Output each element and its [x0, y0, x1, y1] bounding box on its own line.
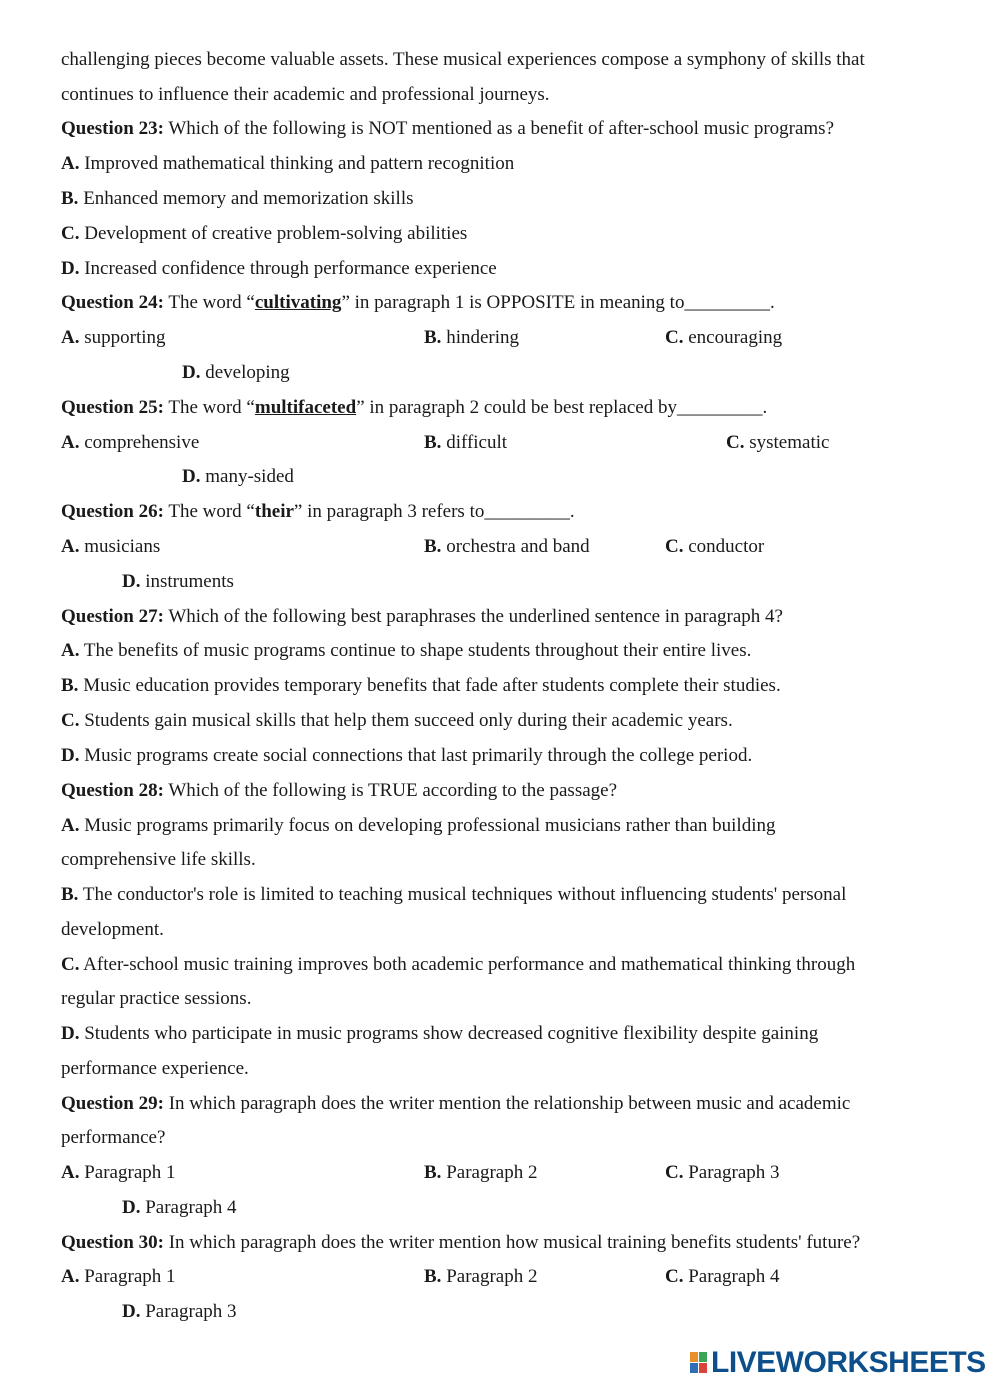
q26-option-b[interactable]: B. orchestra and band — [424, 536, 590, 557]
question-23 — [61, 117, 834, 141]
passage-line: continues to influence their academic and professional journeys. — [61, 84, 550, 105]
question-text: Which of the following is NOT mentioned as a benefit of after-school music programs? — [163, 118, 835, 139]
q23-option-a[interactable]: A. Improved mathematical thinking and pattern recognition — [61, 153, 515, 174]
q24-option-b[interactable]: B. hindering — [424, 327, 520, 348]
q27-option-a[interactable]: A. The benefits of music programs continue to shape students throughout their entire lives. — [61, 640, 752, 661]
question-number: Question 28: — [61, 780, 164, 801]
question-27 — [61, 605, 783, 629]
q25-option-c[interactable]: C. systematic — [726, 432, 830, 453]
question-26: Question 26: The word “their” in paragraph 3 refers to_________. — [61, 501, 575, 522]
liveworksheets-logo — [690, 1346, 986, 1380]
question-number: Question 30: — [61, 1232, 164, 1253]
q26-option-c[interactable]: C. conductor — [665, 536, 765, 557]
q27-option-c[interactable]: C. Students gain musical skills that help them succeed only during their academic years. — [61, 710, 733, 731]
question-text: Which of the following is TRUE according to the passage? — [163, 780, 618, 801]
question-number: Question 25: — [61, 397, 164, 418]
question-25: Question 25: The word “multifaceted” in paragraph 2 could be best replaced by_________. — [61, 397, 768, 418]
q24-option-c[interactable]: C. encouraging — [665, 327, 783, 348]
q26-option-d[interactable]: D. instruments — [122, 571, 234, 592]
q30-option-d[interactable]: D. Paragraph 3 — [122, 1301, 237, 1322]
logo-wordmark: LIVEWORKSHEETS — [711, 1346, 986, 1379]
question-29-cont: performance? — [61, 1127, 166, 1148]
question-24: Question 24: The word “cultivating” in paragraph 1 is OPPOSITE in meaning to_________. — [61, 292, 775, 313]
question-29 — [61, 1092, 850, 1116]
question-number: Question 27: — [61, 606, 164, 627]
highlighted-word: cultivating — [254, 292, 342, 313]
q28-option-d[interactable]: D. Students who participate in music programs show decreased cognitive flexibility despite gaining — [61, 1023, 819, 1044]
q25-option-a[interactable]: A. comprehensive — [61, 432, 200, 453]
q29-option-c[interactable]: C. Paragraph 3 — [665, 1162, 780, 1183]
q30-option-a[interactable]: A. Paragraph 1 — [61, 1266, 176, 1287]
question-28 — [61, 779, 617, 803]
question-number: Question 29: — [61, 1093, 164, 1114]
question-number: Question 23: — [61, 118, 164, 139]
q29-option-b[interactable]: B. Paragraph 2 — [424, 1162, 538, 1183]
q27-option-d[interactable]: D. Music programs create social connections that last primarily through the college period. — [61, 745, 753, 766]
q30-option-c[interactable]: C. Paragraph 4 — [665, 1266, 780, 1287]
highlighted-word: their — [254, 501, 294, 522]
q26-option-a[interactable]: A. musicians — [61, 536, 161, 557]
q24-option-d[interactable]: D. developing — [182, 362, 290, 383]
question-number: Question 26: — [61, 501, 164, 522]
question-30 — [61, 1231, 860, 1255]
q29-option-a[interactable]: A. Paragraph 1 — [61, 1162, 176, 1183]
q28-option-a-cont[interactable]: comprehensive life skills. — [61, 849, 256, 870]
liveworksheets-grid-icon — [690, 1352, 708, 1374]
q30-option-b[interactable]: B. Paragraph 2 — [424, 1266, 538, 1287]
q28-option-d-cont[interactable]: performance experience. — [61, 1058, 249, 1079]
highlighted-word: multifaceted — [254, 397, 357, 418]
question-number: Question 24: — [61, 292, 164, 313]
question-text: Which of the following best paraphrases the underlined sentence in paragraph 4? — [163, 606, 783, 627]
q25-option-b[interactable]: B. difficult — [424, 432, 508, 453]
q24-option-a[interactable]: A. supporting — [61, 327, 166, 348]
q25-option-d[interactable]: D. many-sided — [182, 466, 294, 487]
q27-option-b[interactable]: B. Music education provides temporary benefits that fade after students complete their studies. — [61, 675, 781, 696]
q23-option-c[interactable]: C. Development of creative problem-solving abilities — [61, 223, 468, 244]
q23-option-b[interactable]: B. Enhanced memory and memorization skills — [61, 188, 414, 209]
q23-option-d[interactable]: D. Increased confidence through performance experience — [61, 258, 497, 279]
q28-option-b[interactable]: B. The conductor's role is limited to teaching musical techniques without influencing students' personal — [61, 884, 847, 905]
q29-option-d[interactable]: D. Paragraph 4 — [122, 1197, 237, 1218]
q28-option-b-cont[interactable]: development. — [61, 919, 164, 940]
question-text: In which paragraph does the writer mention how musical training benefits students' future? — [163, 1232, 861, 1253]
q28-option-a[interactable]: A. Music programs primarily focus on developing professional musicians rather than building — [61, 815, 776, 836]
question-text: In which paragraph does the writer mention the relationship between music and academic — [163, 1093, 851, 1114]
q28-option-c[interactable]: C. After-school music training improves both academic performance and mathematical thinking through — [61, 954, 856, 975]
passage-line: challenging pieces become valuable assets. These musical experiences compose a symphony of skills that — [61, 49, 865, 70]
q28-option-c-cont[interactable]: regular practice sessions. — [61, 988, 252, 1009]
